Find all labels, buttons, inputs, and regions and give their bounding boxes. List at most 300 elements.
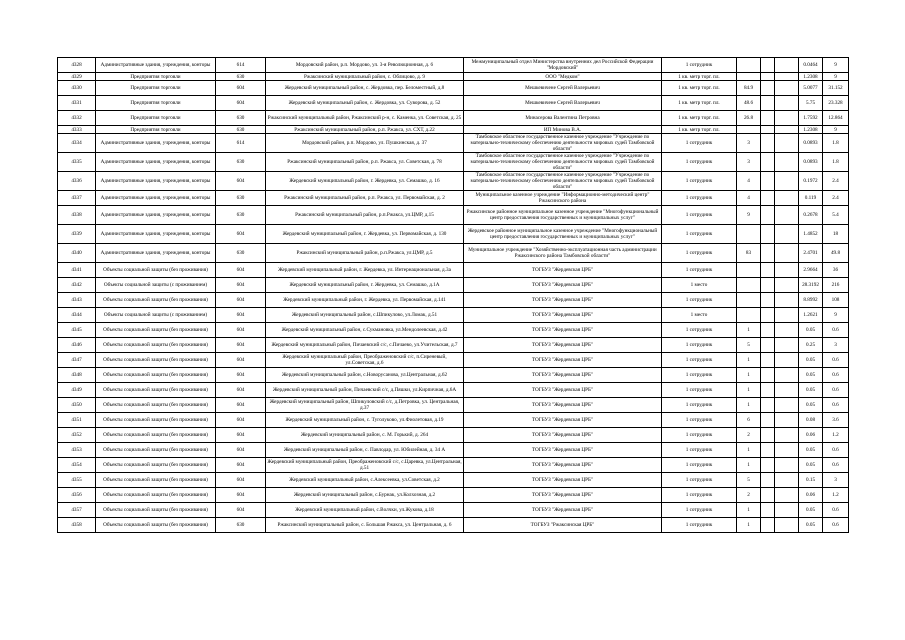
cell-annual-mass: 0.6	[823, 458, 849, 473]
cell-unit-count: 2	[737, 428, 761, 443]
cell-district-code: 614	[216, 58, 266, 73]
cell-organization-name: Тамбовское областное государственное казенное учреждение "Учреждение по материально-техническому обеспечению деятельности мировых судей Тамбовской области"	[464, 134, 662, 153]
cell-empty	[775, 225, 799, 244]
table-row	[58, 58, 849, 73]
cell-annual-mass: 1.8	[823, 134, 849, 153]
cell-organization-name: ТОГБУЗ "Ржаксинская ЦРБ"	[464, 518, 662, 533]
cell-calc-unit: 1 сотрудник	[662, 473, 737, 488]
table-row	[58, 323, 849, 338]
cell-spacer	[761, 413, 775, 428]
cell-empty	[775, 244, 799, 263]
cell-unit-count: 1	[737, 323, 761, 338]
cell-calc-unit: 1 сотрудник	[662, 458, 737, 473]
cell-annual-mass: 5.4	[823, 206, 849, 225]
cell-row-number: 4346	[58, 338, 96, 353]
cell-spacer	[761, 73, 775, 81]
table-row	[58, 134, 849, 153]
cell-spacer	[761, 398, 775, 413]
cell-row-number: 4344	[58, 308, 96, 323]
cell-calc-unit: 1 сотрудник	[662, 58, 737, 73]
cell-object-category: Объекты социальной защиты (без проживания)	[96, 443, 216, 458]
cell-empty	[775, 263, 799, 278]
cell-district-code: 604	[216, 263, 266, 278]
cell-annual-volume: 1.4852	[799, 225, 823, 244]
cell-calc-unit: 1 сотрудник	[662, 153, 737, 172]
cell-district-code: 604	[216, 323, 266, 338]
cell-empty	[775, 353, 799, 368]
cell-row-number: 4331	[58, 96, 96, 111]
cell-row-number: 4329	[58, 73, 96, 81]
cell-unit-count: 1	[737, 518, 761, 533]
cell-annual-mass: 0.6	[823, 443, 849, 458]
cell-annual-mass: 216	[823, 278, 849, 293]
cell-annual-mass: 0.6	[823, 518, 849, 533]
cell-district-code: 630	[216, 191, 266, 206]
cell-annual-volume: 0.06	[799, 488, 823, 503]
cell-empty	[775, 172, 799, 191]
cell-district-code: 630	[216, 111, 266, 126]
cell-organization-name: ТОГБУЗ "Жердевская ЦРБ"	[464, 488, 662, 503]
cell-annual-volume: 0.2678	[799, 206, 823, 225]
cell-empty	[775, 134, 799, 153]
cell-annual-mass: 36	[823, 263, 849, 278]
cell-calc-unit: 1 место	[662, 278, 737, 293]
cell-calc-unit: 1 сотрудник	[662, 413, 737, 428]
cell-row-number: 4352	[58, 428, 96, 443]
table-row	[58, 111, 849, 126]
cell-empty	[775, 428, 799, 443]
cell-object-category: Объекты социальной защиты (с проживанием)	[96, 308, 216, 323]
cell-object-address: Ржаксинский муниципальный район, р.п.Ржакса, ул.ЦМР, д.5	[266, 244, 464, 263]
cell-object-category: Административные здания, учреждения, конторы	[96, 134, 216, 153]
cell-object-category: Объекты социальной защиты (без проживания)	[96, 518, 216, 533]
cell-spacer	[761, 488, 775, 503]
cell-spacer	[761, 383, 775, 398]
cell-row-number: 4339	[58, 225, 96, 244]
cell-empty	[775, 413, 799, 428]
cell-object-address: Жердевский муниципальный район, с.Шпикулово, ул.Ломак, д.51	[266, 308, 464, 323]
table-row	[58, 503, 849, 518]
cell-spacer	[761, 206, 775, 225]
cell-calc-unit: 1 кв. метр торг. пл.	[662, 111, 737, 126]
cell-object-category: Объекты социальной защиты (без проживания)	[96, 473, 216, 488]
cell-annual-volume: 0.05	[799, 443, 823, 458]
cell-district-code: 614	[216, 134, 266, 153]
cell-object-address: Жердевский муниципальный район, с.Волчки, ул.Жукова, д.18	[266, 503, 464, 518]
cell-organization-name: ТОГБУЗ "Жердевская ЦРБ"	[464, 338, 662, 353]
cell-row-number: 4343	[58, 293, 96, 308]
cell-organization-name: ТОГБУЗ "Жердевская ЦРБ"	[464, 443, 662, 458]
cell-row-number: 4354	[58, 458, 96, 473]
cell-spacer	[761, 191, 775, 206]
cell-annual-volume: 2.9664	[799, 263, 823, 278]
cell-annual-volume: 0.0893	[799, 134, 823, 153]
cell-annual-mass: 3.6	[823, 413, 849, 428]
cell-row-number: 4335	[58, 153, 96, 172]
cell-row-number: 4355	[58, 473, 96, 488]
cell-calc-unit: 1 сотрудник	[662, 244, 737, 263]
cell-annual-volume: 0.05	[799, 323, 823, 338]
cell-empty	[775, 206, 799, 225]
cell-object-category: Объекты социальной защиты (без проживания)	[96, 338, 216, 353]
cell-annual-mass: 1.2	[823, 428, 849, 443]
cell-annual-volume: 0.25	[799, 338, 823, 353]
cell-unit-count	[737, 308, 761, 323]
cell-calc-unit: 1 сотрудник	[662, 206, 737, 225]
cell-annual-mass: 1.2	[823, 488, 849, 503]
cell-calc-unit: 1 сотрудник	[662, 353, 737, 368]
cell-annual-mass: 0.6	[823, 398, 849, 413]
cell-unit-count: 1	[737, 443, 761, 458]
cell-spacer	[761, 503, 775, 518]
cell-district-code: 604	[216, 383, 266, 398]
cell-annual-volume: 28.3192	[799, 278, 823, 293]
registry-table-body	[58, 58, 849, 533]
cell-object-category: Объекты социальной защиты (без проживания)	[96, 488, 216, 503]
cell-district-code: 604	[216, 96, 266, 111]
cell-organization-name: ТОГБУЗ "Жердевская ЦРБ"	[464, 278, 662, 293]
cell-row-number: 4340	[58, 244, 96, 263]
cell-unit-count: 1	[737, 383, 761, 398]
cell-object-address: Жердевский муниципальный район, с.Бурнак, ул.Колхозная, д.2	[266, 488, 464, 503]
cell-annual-volume: 0.0464	[799, 58, 823, 73]
cell-object-address: Ржаксинский муниципальный район, с. Облицово, д. 9	[266, 73, 464, 81]
cell-spacer	[761, 353, 775, 368]
cell-calc-unit: 1 сотрудник	[662, 225, 737, 244]
cell-annual-volume: 0.05	[799, 503, 823, 518]
cell-annual-volume: 1.7592	[799, 111, 823, 126]
cell-unit-count	[737, 73, 761, 81]
registry-table	[57, 57, 849, 533]
cell-spacer	[761, 368, 775, 383]
cell-annual-mass: 0.6	[823, 323, 849, 338]
cell-organization-name: ТОГБУЗ "Жердевская ЦРБ"	[464, 458, 662, 473]
cell-object-address: Ржаксинский муниципальный район, р.п. Ржакса, ул. СХТ, д.22	[266, 126, 464, 134]
cell-annual-volume: 0.06	[799, 428, 823, 443]
cell-calc-unit: 1 сотрудник	[662, 191, 737, 206]
cell-calc-unit: 1 сотрудник	[662, 503, 737, 518]
cell-object-address: Жердевский муниципальный район, г. Жердевка, ул. Первомайская, д.141	[266, 293, 464, 308]
cell-object-category: Административные здания, учреждения, конторы	[96, 191, 216, 206]
cell-object-category: Объекты социальной защиты (без проживания)	[96, 383, 216, 398]
cell-empty	[775, 96, 799, 111]
cell-annual-volume: 0.05	[799, 458, 823, 473]
cell-spacer	[761, 338, 775, 353]
cell-organization-name: ТОГБУЗ "Жердевская ЦРБ"	[464, 368, 662, 383]
table-row	[58, 278, 849, 293]
cell-empty	[775, 458, 799, 473]
cell-spacer	[761, 153, 775, 172]
cell-object-address: Мордовский район, р.п. Мордово, ул. 3-я Революционная, д. 6	[266, 58, 464, 73]
cell-unit-count: 6	[737, 413, 761, 428]
cell-spacer	[761, 293, 775, 308]
cell-annual-volume: 0.05	[799, 518, 823, 533]
cell-annual-volume: 1.2308	[799, 126, 823, 134]
cell-unit-count: 4	[737, 191, 761, 206]
cell-organization-name: ТОГБУЗ "Жердевская ЦРБ"	[464, 293, 662, 308]
cell-unit-count: 3	[737, 134, 761, 153]
cell-district-code: 604	[216, 503, 266, 518]
cell-object-category: Объекты социальной защиты (без проживания)	[96, 413, 216, 428]
cell-district-code: 604	[216, 488, 266, 503]
cell-object-address: Ржаксинский муниципальный район, р.п. Ржакса, ул. Советская, д. 78	[266, 153, 464, 172]
cell-district-code: 604	[216, 458, 266, 473]
table-row	[58, 383, 849, 398]
cell-calc-unit: 1 кв. метр торг. пл.	[662, 96, 737, 111]
cell-object-category: Административные здания, учреждения, конторы	[96, 225, 216, 244]
cell-calc-unit: 1 сотрудник	[662, 398, 737, 413]
cell-object-category: Предприятия торговли	[96, 126, 216, 134]
cell-district-code: 604	[216, 278, 266, 293]
cell-object-address: Жердевский муниципальный район, Пичаевский с/с, д.Пяшки, ул.Кирпичная, д.6А	[266, 383, 464, 398]
cell-calc-unit: 1 кв. метр торг. пл.	[662, 81, 737, 96]
cell-annual-mass: 0.6	[823, 383, 849, 398]
cell-district-code: 604	[216, 413, 266, 428]
cell-annual-volume: 0.0893	[799, 153, 823, 172]
cell-spacer	[761, 96, 775, 111]
cell-unit-count: 26.8	[737, 111, 761, 126]
cell-annual-mass: 1.8	[823, 153, 849, 172]
cell-annual-mass: 2.4	[823, 172, 849, 191]
cell-object-category: Объекты социальной защиты (без проживания)	[96, 398, 216, 413]
table-row	[58, 368, 849, 383]
cell-object-address: Ржаксинский муниципальный район, р.п. Ржакса, ул. Первомайская, д. 2	[266, 191, 464, 206]
cell-unit-count: 5	[737, 473, 761, 488]
cell-object-address: Жердевский муниципальный район, г. Жердевка, ул. Первомайская, д. 130	[266, 225, 464, 244]
cell-organization-name: Минасерова Валентина Петровна	[464, 111, 662, 126]
cell-object-category: Объекты социальной защиты (с проживанием)	[96, 278, 216, 293]
cell-calc-unit: 1 сотрудник	[662, 338, 737, 353]
cell-empty	[775, 126, 799, 134]
cell-row-number: 4347	[58, 353, 96, 368]
cell-organization-name: Ржаксинское районное муниципальное казенное учреждение "Многофункциональный центр предоставления государственных и муниципальных услуг"	[464, 206, 662, 225]
cell-object-category: Административные здания, учреждения, конторы	[96, 153, 216, 172]
cell-unit-count: 9	[737, 206, 761, 225]
cell-object-address: Жердевский муниципальный район, с.Сукмановка, ул.Мендолеевская, д.42	[266, 323, 464, 338]
table-row	[58, 191, 849, 206]
cell-empty	[775, 503, 799, 518]
table-row	[58, 428, 849, 443]
cell-object-category: Предприятия торговли	[96, 96, 216, 111]
cell-row-number: 4348	[58, 368, 96, 383]
cell-object-category: Объекты социальной защиты (без проживания)	[96, 293, 216, 308]
cell-unit-count	[737, 293, 761, 308]
table-row	[58, 458, 849, 473]
cell-annual-mass: 0.6	[823, 503, 849, 518]
cell-district-code: 604	[216, 308, 266, 323]
cell-annual-mass: 2.4	[823, 191, 849, 206]
cell-empty	[775, 111, 799, 126]
cell-unit-count	[737, 126, 761, 134]
cell-calc-unit: 1 сотрудник	[662, 443, 737, 458]
cell-district-code: 604	[216, 293, 266, 308]
cell-annual-mass: 3	[823, 473, 849, 488]
cell-annual-volume: 8.8992	[799, 293, 823, 308]
cell-spacer	[761, 134, 775, 153]
cell-unit-count	[737, 58, 761, 73]
table-row	[58, 308, 849, 323]
cell-row-number: 4341	[58, 263, 96, 278]
cell-annual-volume: 0.15	[799, 473, 823, 488]
cell-object-address: Ржаксинский муниципальный район, с. Большая Ржакса, ул. Центральная, д. 6	[266, 518, 464, 533]
cell-annual-volume: 5.75	[799, 96, 823, 111]
cell-object-address: Мордовский район, р.п. Мордово, ул. Пушкинская, д. 37	[266, 134, 464, 153]
cell-object-address: Жердевский муниципальный район, г. Жердевка, ул. Интернациональная, д.3а	[266, 263, 464, 278]
cell-organization-name: Мешкевичене Сергей Валерьевич	[464, 96, 662, 111]
cell-spacer	[761, 458, 775, 473]
cell-organization-name: Мешкевичене Сергей Валерьевич	[464, 81, 662, 96]
cell-empty	[775, 308, 799, 323]
cell-row-number: 4351	[58, 413, 96, 428]
cell-district-code: 604	[216, 368, 266, 383]
cell-spacer	[761, 473, 775, 488]
cell-empty	[775, 473, 799, 488]
table-row	[58, 172, 849, 191]
cell-row-number: 4332	[58, 111, 96, 126]
cell-object-address: Жердевский муниципальный район, с. Жердовка, пер. Беломестный, д.8	[266, 81, 464, 96]
cell-object-address: Жердевский муниципальный район, с.Алексеевка, ул.Советская, д.2	[266, 473, 464, 488]
registry-sheet	[57, 57, 848, 533]
table-row	[58, 225, 849, 244]
cell-empty	[775, 73, 799, 81]
cell-spacer	[761, 443, 775, 458]
cell-object-category: Объекты социальной защиты (без проживания)	[96, 368, 216, 383]
cell-empty	[775, 191, 799, 206]
cell-row-number: 4328	[58, 58, 96, 73]
cell-calc-unit: 1 сотрудник	[662, 172, 737, 191]
cell-row-number: 4336	[58, 172, 96, 191]
cell-row-number: 4356	[58, 488, 96, 503]
cell-organization-name: ТОГБУЗ "Жердевская ЦРБ"	[464, 413, 662, 428]
cell-calc-unit: 1 место	[662, 308, 737, 323]
cell-calc-unit: 1 сотрудник	[662, 134, 737, 153]
cell-spacer	[761, 308, 775, 323]
cell-spacer	[761, 58, 775, 73]
cell-calc-unit: 1 сотрудник	[662, 263, 737, 278]
cell-district-code: 604	[216, 428, 266, 443]
cell-empty	[775, 518, 799, 533]
cell-row-number: 4349	[58, 383, 96, 398]
cell-organization-name: Тамбовское областное государственное казенное учреждение "Учреждение по материально-техническому обеспечению деятельности мировых судей Тамбовской области"	[464, 153, 662, 172]
cell-unit-count: 1	[737, 398, 761, 413]
cell-annual-volume: 0.1972	[799, 172, 823, 191]
cell-object-category: Объекты социальной защиты (без проживания)	[96, 263, 216, 278]
cell-organization-name: ООО "Медком"	[464, 73, 662, 81]
cell-object-address: Жердевский муниципальный район, Пичаевский с/с, с.Пичаево, ул.Учительская, д.7	[266, 338, 464, 353]
cell-calc-unit: 1 кв. метр торг. пл.	[662, 73, 737, 81]
cell-annual-volume: 0.05	[799, 368, 823, 383]
cell-unit-count: 5	[737, 338, 761, 353]
cell-object-address: Жердевский муниципальный район, Преображеновский с/с, с.Царевка, ул.Центральная, д.51	[267, 459, 462, 471]
table-row	[58, 443, 849, 458]
cell-spacer	[761, 111, 775, 126]
cell-row-number: 4357	[58, 503, 96, 518]
cell-object-address: Жердевский муниципальный район, с.Новорусанова, ул.Центральная, д.62	[266, 368, 464, 383]
cell-organization-name: Муниципальное учреждение "Хозяйственно-эксплуатационная часть администрации Ржаксинского района Тамбовской области"	[464, 244, 662, 263]
cell-object-category: Предприятия торговли	[96, 81, 216, 96]
cell-annual-mass: 12.864	[823, 111, 849, 126]
cell-empty	[775, 443, 799, 458]
table-row	[58, 81, 849, 96]
cell-organization-name: ТОГБУЗ "Жердевская ЦРБ"	[464, 323, 662, 338]
cell-unit-count: 3	[737, 153, 761, 172]
cell-district-code: 604	[216, 443, 266, 458]
cell-object-category: Предприятия торговли	[96, 111, 216, 126]
table-row	[58, 488, 849, 503]
cell-object-category: Объекты социальной защиты (без проживания)	[96, 458, 216, 473]
cell-unit-count: 1	[737, 503, 761, 518]
cell-spacer	[761, 81, 775, 96]
cell-annual-volume: 0.08	[799, 413, 823, 428]
cell-organization-name: ТОГБУЗ "Жердевская ЦРБ"	[464, 473, 662, 488]
cell-organization-name: Межмуниципальный отдел Министерства внутренних дел Российской Федерации "Мордовский"	[464, 58, 662, 73]
cell-row-number: 4333	[58, 126, 96, 134]
cell-organization-name: ТОГБУЗ "Жердевская ЦРБ"	[464, 428, 662, 443]
cell-organization-name: ТОГБУЗ "Жердевская ЦРБ"	[464, 398, 662, 413]
cell-unit-count	[737, 278, 761, 293]
cell-annual-mass: 31.152	[823, 81, 849, 96]
cell-district-code: 604	[216, 398, 266, 413]
cell-row-number: 4337	[58, 191, 96, 206]
cell-row-number: 4358	[58, 518, 96, 533]
cell-district-code: 604	[216, 338, 266, 353]
cell-object-category: Административные здания, учреждения, конторы	[96, 172, 216, 191]
cell-calc-unit: 1 сотрудник	[662, 488, 737, 503]
cell-organization-name: Жердевское районное муниципальное казенное учреждение "Многофункциональный центр предоставления государственных и муниципальных услуг"	[464, 225, 662, 244]
cell-row-number: 4330	[58, 81, 96, 96]
cell-spacer	[761, 278, 775, 293]
cell-object-category: Административные здания, учреждения, конторы	[96, 58, 216, 73]
table-row	[58, 73, 849, 81]
cell-calc-unit: 1 сотрудник	[662, 383, 737, 398]
cell-empty	[775, 58, 799, 73]
cell-annual-mass: 49.8	[823, 244, 849, 263]
cell-district-code: 630	[216, 126, 266, 134]
cell-spacer	[761, 225, 775, 244]
cell-annual-mass: 9	[823, 126, 849, 134]
cell-organization-name: ИП Минова В.А.	[464, 126, 662, 134]
cell-unit-count	[737, 263, 761, 278]
cell-annual-mass: 9	[823, 58, 849, 73]
cell-calc-unit: 1 сотрудник	[662, 518, 737, 533]
cell-annual-volume: 5.0077	[799, 81, 823, 96]
cell-object-address: Жердевский муниципальный район, Преображеновский с/с, п.Сиреневый, ул.Советская, д.6	[266, 353, 464, 368]
cell-annual-volume: 0.119	[799, 191, 823, 206]
cell-annual-mass: 0.6	[823, 368, 849, 383]
cell-annual-volume: 0.05	[799, 383, 823, 398]
cell-object-category: Объекты социальной защиты (без проживания)	[96, 353, 216, 368]
cell-calc-unit: 1 кв. метр торг. пл.	[662, 126, 737, 134]
cell-annual-mass: 23.328	[823, 96, 849, 111]
cell-district-code: 604	[216, 353, 266, 368]
cell-object-category: Административные здания, учреждения, конторы	[96, 206, 216, 225]
cell-unit-count: 1	[737, 368, 761, 383]
table-row	[58, 338, 849, 353]
table-row	[58, 473, 849, 488]
cell-row-number: 4342	[58, 278, 96, 293]
cell-spacer	[761, 323, 775, 338]
cell-empty	[775, 323, 799, 338]
cell-empty	[775, 278, 799, 293]
cell-organization-name: ТОГБУЗ "Жердевская ЦРБ"	[464, 383, 662, 398]
cell-calc-unit: 1 сотрудник	[662, 368, 737, 383]
cell-organization-name: ТОГБУЗ "Жердевская ЦРБ"	[464, 503, 662, 518]
table-row	[58, 153, 849, 172]
cell-district-code: 604	[216, 225, 266, 244]
cell-district-code: 604	[216, 172, 266, 191]
cell-organization-name: Муниципальное казенное учреждение "Информационно-методический центр" Ржаксинского района	[464, 191, 662, 206]
cell-annual-volume: 1.2308	[799, 73, 823, 81]
